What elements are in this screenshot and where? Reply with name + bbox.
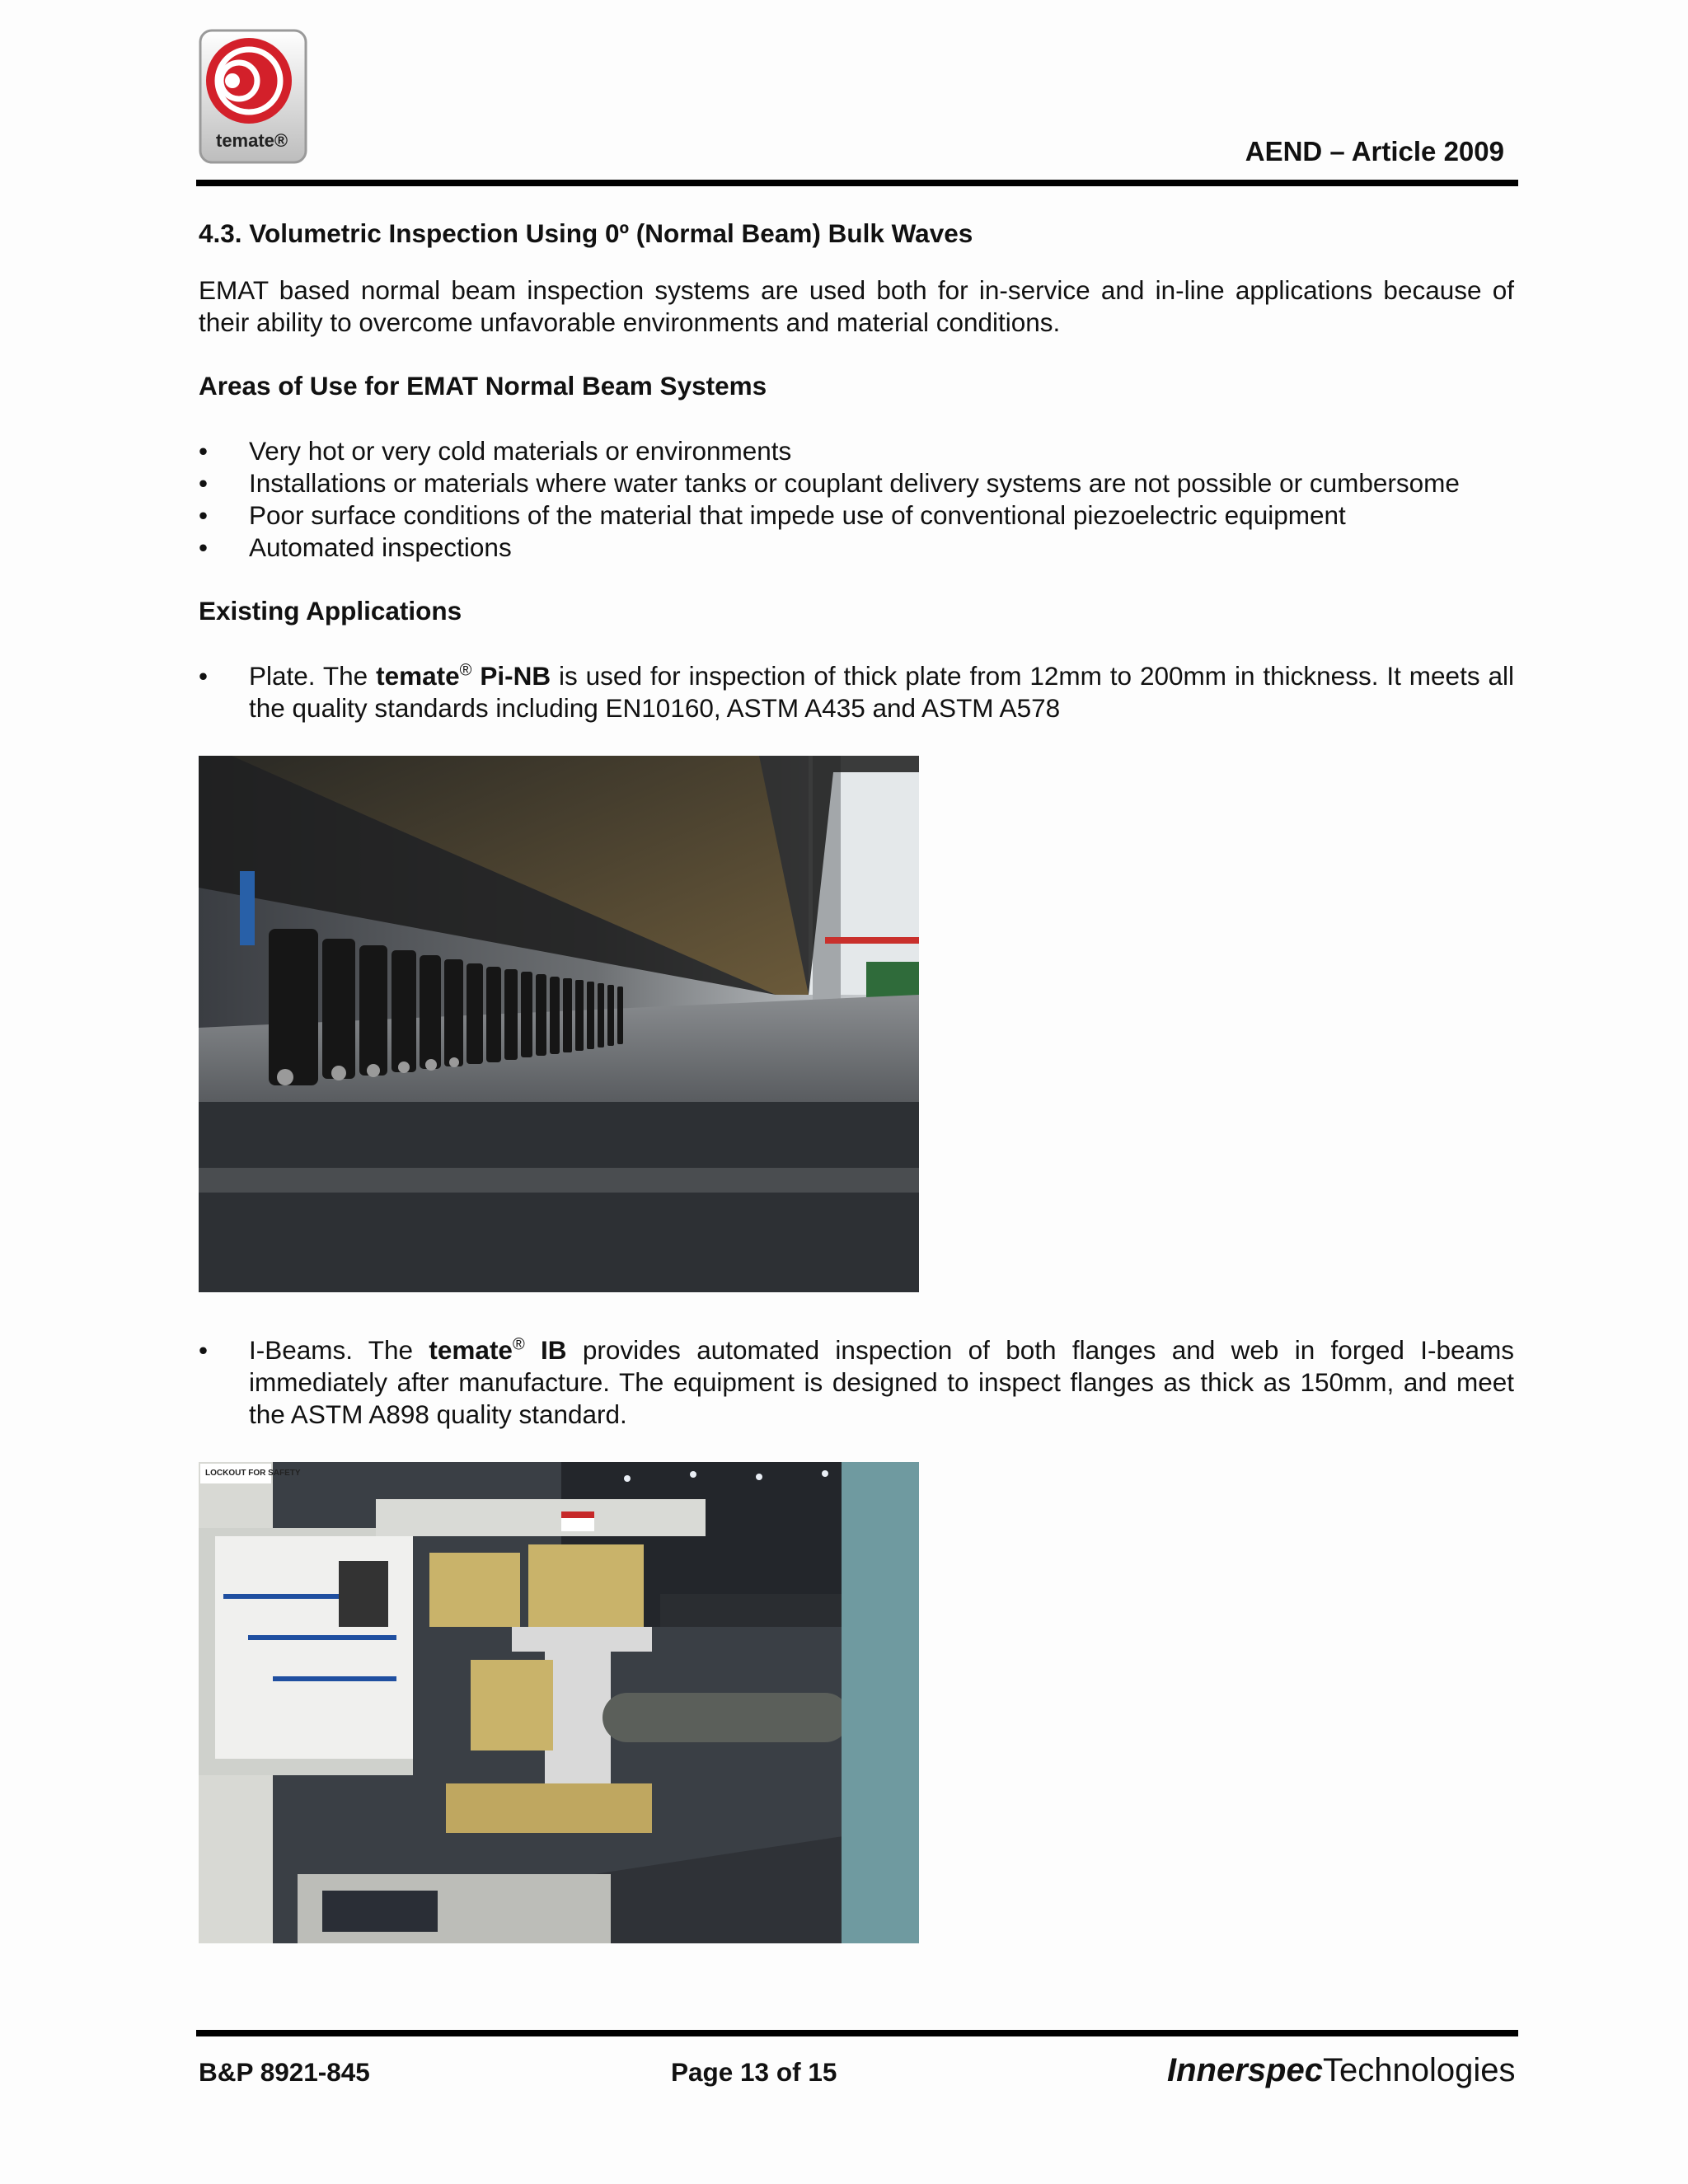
product-name: IB (524, 1335, 567, 1365)
applications-list-ibeam (199, 1334, 1514, 1431)
lockout-sign: LOCKOUT FOR SAFETY (205, 1469, 301, 1478)
header-title: AEND – Article 2009 (1245, 136, 1504, 166)
footer-rule (196, 2030, 1518, 2036)
logo-wordmark: temate® (216, 130, 288, 151)
page-content (199, 218, 1514, 1985)
product-name: Pi-NB (471, 661, 551, 691)
section-heading: 4.3. Volumetric Inspection Using 0º (Normal Beam) Bulk Waves (199, 218, 973, 248)
bullet-icon: • (199, 1335, 209, 1365)
bullet-icon: • (199, 532, 209, 562)
document-number: B&P 8921-845 (199, 2057, 370, 2087)
applications-list-plate (199, 660, 1514, 724)
list-item: • Automated inspections (199, 532, 512, 562)
company-brand: InnerspecTechnologies (1167, 2052, 1516, 2088)
brand-name: temate (429, 1335, 513, 1365)
header-rule (196, 180, 1518, 186)
plate-inspection-photo (199, 756, 1514, 1300)
bullet-icon: • (199, 436, 209, 466)
bullet-icon: • (199, 468, 209, 498)
brand-name: temate (376, 661, 460, 691)
list-item-plate: • Plate. The temate® Pi-NB is used for inspection of thick plate from 12mm to 200mm in thickness. It meets all the quality standards including EN10160, ASTM A435 and ASTM A578 (199, 661, 1515, 723)
list-item: • Very hot or very cold materials or environments (199, 436, 792, 466)
bullet-icon: • (199, 500, 209, 530)
temate-logo (198, 28, 308, 165)
areas-list (199, 435, 1514, 564)
ibeam-inspection-photo (199, 1462, 1514, 1951)
bullet-icon: • (199, 661, 209, 691)
areas-heading: Areas of Use for EMAT Normal Beam Systems (199, 371, 767, 401)
page-number: Page 13 of 15 (671, 2057, 837, 2087)
intro-paragraph: EMAT based normal beam inspection systems are used both for in-service and in-line applications because of their ability to overcome unfavorable environments and material conditions. (199, 275, 1514, 337)
list-item: • Poor surface conditions of the material that impede use of conventional piezoelectric equipment (199, 500, 1346, 530)
list-item: • Installations or materials where water tanks or couplant delivery systems are not possible or cumbersome (199, 468, 1460, 498)
list-item-ibeam: • I-Beams. The temate® IB provides automated inspection of both flanges and web in forged I-beams immediately after manufacture. The equipment is designed to inspect flanges as thick as 150mm, and meet the ASTM A898 quality standard. (199, 1335, 1514, 1429)
applications-heading: Existing Applications (199, 596, 462, 626)
